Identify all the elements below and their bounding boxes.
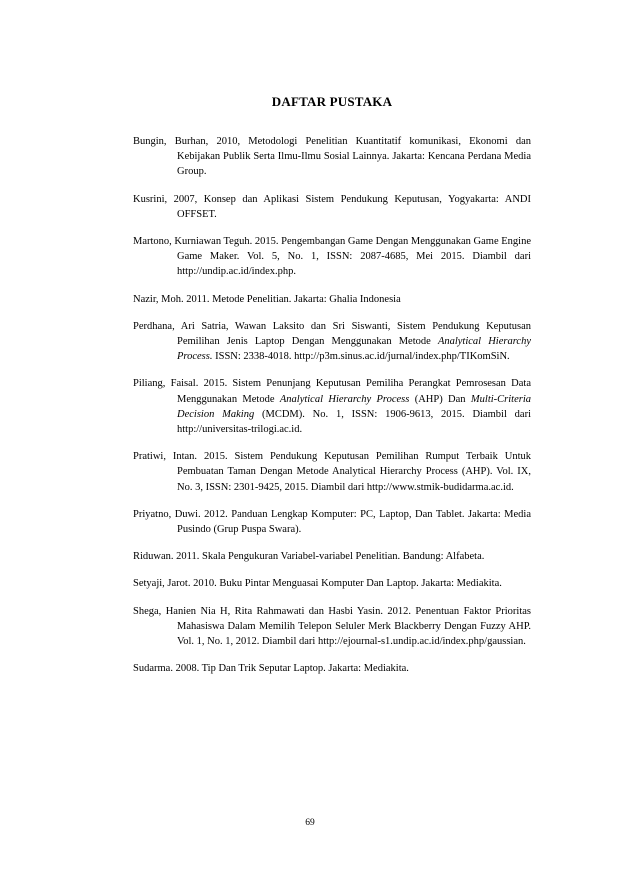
reference-item: Riduwan. 2011. Skala Pengukuran Variabel-variabel Penelitian. Bandung: Alfabeta. [133,551,485,563]
reference-item: Sudarma. 2008. Tip Dan Trik Seputar Laptop. Jakarta: Mediakita. [133,663,409,675]
reference-item: Piliang, Faisal. 2015. Sistem Penunjang Keputusan Pemiliha Perangkat Pemrosesan Data Menggunakan Metode Analytical Hierarchy Process (AHP) Dan Multi-Criteria Decision Making (MCDM). No. 1, ISSN: 1906-9613, 2015. Diambil dari http://universitas-trilogi.ac.id. [133,378,531,436]
reference-item: Perdhana, Ari Satria, Wawan Laksito dan Sri Siswanti, Sistem Pendukung Keputusan Pemilihan Jenis Laptop Dengan Menggunakan Metode Analytical Hierarchy Process. ISSN: 2338-4018. http://p3m.sinus.ac.id/jurnal/index.php/TIKomSiN. [133,320,531,363]
reference-item: Nazir, Moh. 2011. Metode Penelitian. Jakarta: Ghalia Indonesia [133,293,401,305]
reference-item: Setyaji, Jarot. 2010. Buku Pintar Menguasai Komputer Dan Laptop. Jakarta: Mediakita. [133,578,502,590]
reference-item: Pratiwi, Intan. 2015. Sistem Pendukung Keputusan Pemilihan Rumput Terbaik Untuk Pembuatan Taman Dengan Metode Analytical Hierarchy Process (AHP). Vol. IX, No. 3, ISSN: 2301-9425, 2015. Diambil dari http://www.stmik-budidarma.ac.id. [133,451,531,493]
page-number: 69 [305,818,315,828]
reference-item: Bungin, Burhan, 2010, Metodologi Penelitian Kuantitatif komunikasi, Ekonomi dan Kebijakan Publik Serta Ilmu-Ilmu Sosial Lainnya. Jakarta: Kencana Perdana Media Group. [133,136,531,178]
reference-item: Kusrini, 2007, Konsep dan Aplikasi Sistem Pendukung Keputusan, Yogyakarta: ANDI OFFSET. [133,193,531,220]
page-title: DAFTAR PUSTAKA [271,94,393,109]
reference-item: Shega, Hanien Nia H, Rita Rahmawati dan Hasbi Yasin. 2012. Penentuan Faktor Prioritas Mahasiswa Dalam Memilih Telepon Seluler Merk Blackberry Dengan Fuzzy AHP. Vol. 1, No. 1, 2012. Diambil dari http://ejournal-s1.undip.ac.id/index.php/gaussian. [133,605,531,648]
reference-item: Martono, Kurniawan Teguh. 2015. Pengembangan Game Dengan Menggunakan Game Engine Game Maker. Vol. 5, No. 1, ISSN: 2087-4685, Mei 2015. Diambil dari http://undip.ac.id/index.php. [133,236,531,278]
reference-list [133,134,531,676]
reference-item: Priyatno, Duwi. 2012. Panduan Lengkap Komputer: PC, Laptop, Dan Tablet. Jakarta: Media Pusindo (Grup Puspa Swara). [133,508,531,536]
